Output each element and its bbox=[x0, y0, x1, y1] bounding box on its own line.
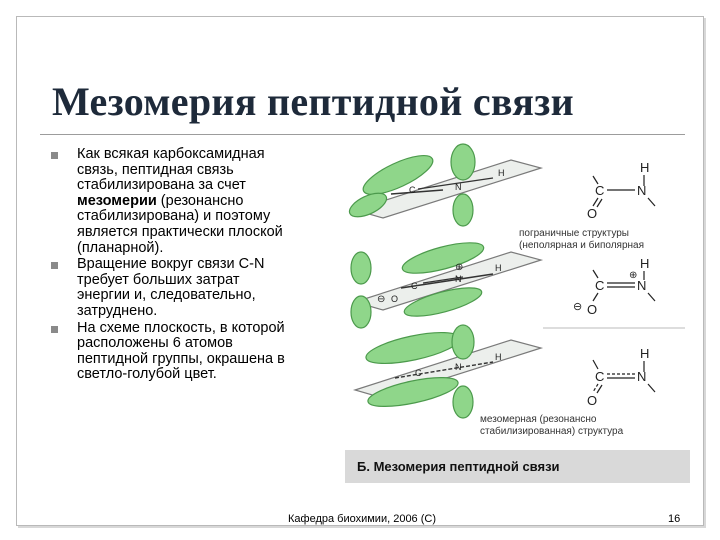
atom-c-label: C bbox=[595, 278, 605, 293]
atom-c-label: C bbox=[415, 368, 422, 378]
bullet-list bbox=[50, 147, 350, 383]
boundary-structures-label: пограничные структуры bbox=[519, 228, 629, 239]
atom-n-label: N bbox=[637, 183, 647, 198]
bond-line bbox=[648, 293, 655, 301]
bullet-text-cont: (резонансно стабилизирована) и поэтому является практически плоской (планарной). bbox=[77, 192, 283, 256]
partial-double-bond bbox=[593, 384, 598, 392]
atom-h-label: H bbox=[640, 346, 650, 361]
atom-n-label: N bbox=[637, 278, 647, 293]
atom-h-label: H bbox=[640, 160, 650, 175]
p-orbital-lobe bbox=[451, 144, 475, 180]
plus-charge-icon: ⊕ bbox=[629, 270, 638, 281]
square-bullet-icon bbox=[51, 152, 58, 159]
p-orbital-lobe bbox=[453, 194, 473, 226]
bond-line bbox=[593, 360, 598, 369]
atom-n-label: N bbox=[455, 362, 462, 372]
title-divider bbox=[40, 134, 685, 135]
p-orbital-lobe bbox=[452, 325, 474, 359]
p-orbital-lobe bbox=[453, 386, 473, 418]
bullet-text: Как всякая карбоксамидная связь, пептидная связь стабилизирована за счет bbox=[77, 146, 265, 194]
boundary-structures-sublabel: (неполярная и биполярная bbox=[519, 240, 645, 251]
bond-line bbox=[593, 270, 598, 278]
atom-h-label: H bbox=[495, 263, 502, 273]
atom-n-label: N bbox=[455, 274, 462, 284]
atom-c-label: C bbox=[595, 369, 605, 384]
minus-charge-icon: ⊖ bbox=[377, 294, 386, 305]
formula-mesomeric bbox=[587, 346, 655, 408]
bullet-item-plane bbox=[50, 321, 350, 383]
square-bullet-icon bbox=[51, 262, 58, 269]
slide-title: Мезомерия пептидной связи bbox=[52, 79, 574, 124]
bullet-item-rotation bbox=[50, 257, 350, 319]
bullet-bold-term: мезомерии bbox=[77, 192, 157, 209]
formula-bipolar bbox=[573, 256, 655, 317]
bond-line bbox=[597, 385, 602, 393]
atom-h-label: H bbox=[640, 256, 650, 271]
bond-line bbox=[648, 198, 655, 206]
footer-text: Кафедра биохимии, 2006 (С) bbox=[288, 513, 437, 525]
bullet-text: На схеме плоскость, в которой расположены 6 атомов пептидной группы, окрашена в светло-голубой цвет. bbox=[77, 319, 285, 383]
minus-charge-icon: ⊖ bbox=[573, 301, 583, 313]
page-number: 16 bbox=[668, 513, 681, 525]
atom-h-label: H bbox=[495, 352, 502, 362]
plus-charge-icon: ⊕ bbox=[455, 262, 464, 273]
atom-o-label: O bbox=[587, 206, 598, 221]
p-orbital-lobe bbox=[351, 252, 371, 284]
atom-c-label: C bbox=[411, 281, 418, 291]
atom-c-label: C bbox=[595, 183, 605, 198]
square-bullet-icon bbox=[51, 326, 58, 333]
atom-h-label: H bbox=[498, 168, 505, 178]
atom-n-label: N bbox=[455, 182, 462, 192]
double-bond bbox=[593, 198, 598, 206]
bond-line bbox=[593, 293, 598, 301]
mesomeric-structure-sublabel: стабилизированная) структура bbox=[480, 426, 624, 437]
atom-o-label: O bbox=[587, 302, 598, 317]
bond-line bbox=[648, 384, 655, 392]
atom-o-label: O bbox=[587, 393, 598, 408]
p-orbital-lobe bbox=[351, 296, 371, 328]
atom-n-label: N bbox=[637, 369, 647, 384]
bullet-item-mesomery bbox=[50, 147, 350, 256]
atom-c-label: C bbox=[409, 185, 416, 195]
structure-neutral bbox=[346, 144, 541, 226]
structure-bipolar bbox=[351, 237, 541, 328]
figure-caption: Б. Мезомерия пептидной связи bbox=[357, 459, 560, 474]
bullet-text: Вращение вокруг связи C-N требует больших затрат энергии и, следовательно, затруднено. bbox=[77, 256, 265, 319]
atom-o-label: O bbox=[391, 294, 399, 304]
mesomeric-structure-label: мезомерная (резонансно bbox=[480, 414, 597, 425]
peptide-mesomery-figure bbox=[343, 140, 692, 485]
formula-neutral bbox=[587, 160, 655, 221]
double-bond bbox=[597, 199, 602, 207]
structure-mesomeric bbox=[355, 325, 541, 418]
